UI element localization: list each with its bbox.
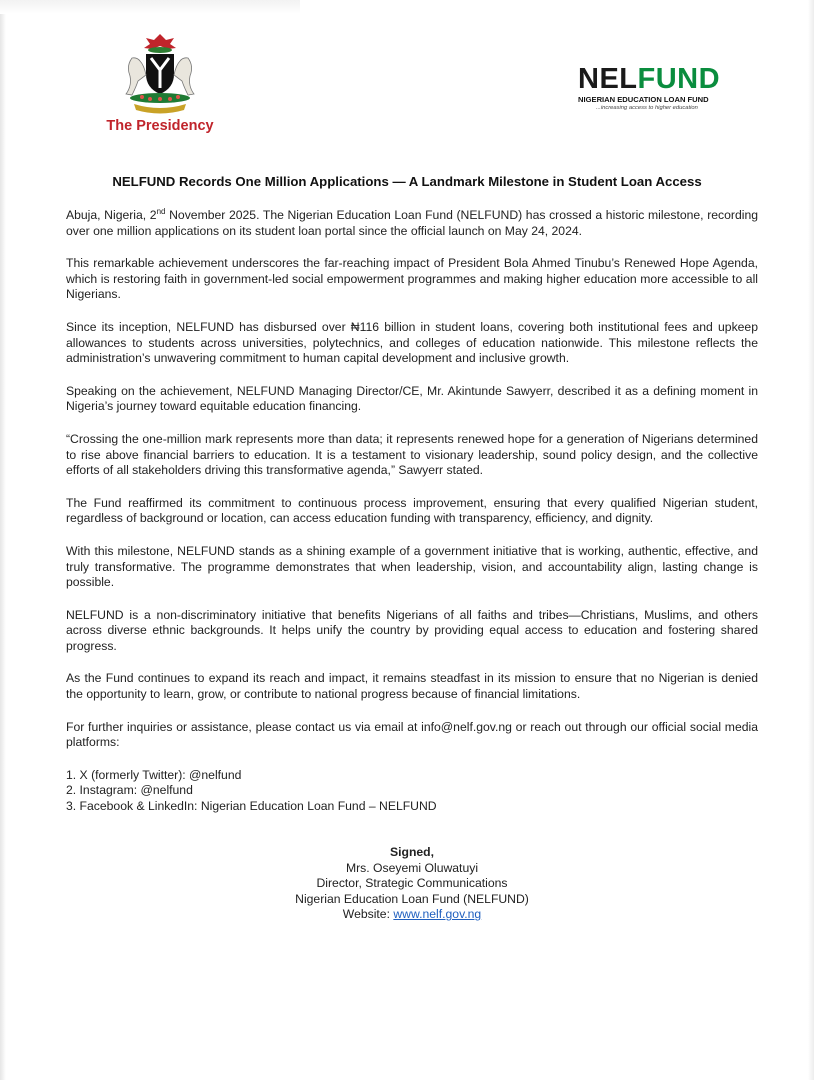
presidency-label: The Presidency (106, 118, 214, 134)
website-line (0, 907, 814, 923)
signature-block (0, 845, 814, 923)
press-release-body (66, 208, 758, 815)
body-paragraph: This remarkable achievement underscores the far-reaching impact of President Bola Ahmed Tinubu’s Renewed Hope Agenda, which is restoring faith in government-led social empowerment programmes and making higher education more accessible to all Nigerians. (66, 256, 758, 302)
signatory-name: Mrs. Oseyemi Oluwatuyi (345, 860, 479, 875)
logo-word-nel: NEL (578, 63, 638, 95)
dateline-rest: November 2025. The Nigerian Education Loan Fund (NELFUND) has crossed a historic milestone, recording over one million applications on its student loan portal since the official launch on May 24, 2024. (66, 208, 759, 238)
body-paragraph: Since its inception, NELFUND has disbursed over ₦116 billion in student loans, covering both institutional fees and upkeep allowances to students across universities, polytechnics, and colleges of education nationwide. This milestone reflects the administration’s unwavering commitment to human capital development and inclusive growth. (66, 319, 758, 366)
body-paragraph: Speaking on the achievement, NELFUND Managing Director/CE, Mr. Akintunde Sawyerr, described it as a defining moment in Nigeria’s journey toward equitable education financing. (66, 383, 758, 414)
dateline-ordinal: nd (156, 206, 166, 216)
signatory-role: Director, Strategic Communications (316, 876, 508, 891)
press-release-title: NELFUND Records One Million Applications — A Landmark Milestone in Student Loan Access (112, 174, 702, 189)
nelfund-logo (578, 64, 758, 111)
logo-tagline: ...increasing access to higher education (596, 105, 698, 111)
body-paragraph: NELFUND is a non-discriminatory initiative that benefits Nigerians of all faiths and tribes—Christians, Muslims, and others across diverse ethnic backgrounds. It helps unify the country by providing equal access to education and fostering shared progress. (66, 607, 758, 653)
body-paragraph: With this milestone, NELFUND stands as a shining example of a government initiative that is working, authentic, effective, and truly transformative. The programme demonstrates that when leadership, vision, and accountability align, lasting change is possible. (66, 543, 758, 590)
contact-item: 3. Facebook & LinkedIn: Nigerian Education Loan Fund – NELFUND (66, 799, 437, 814)
contact-item: 2. Instagram: @nelfund (66, 783, 193, 798)
dateline-paragraph (66, 208, 758, 239)
website-link[interactable]: www.nelf.gov.ng (393, 907, 482, 922)
dateline-prefix: Abuja, Nigeria, 2 (66, 208, 157, 222)
presidency-emblem (100, 32, 220, 134)
contact-item: 1. X (formerly Twitter): @nelfund (66, 767, 242, 782)
body-paragraph: The Fund reaffirmed its commitment to continuous process improvement, ensuring that every qualified Nigerian student, regardless of background or location, can access education funding with transparency, efficiency, and dignity. (66, 495, 758, 526)
body-paragraph: For further inquiries or assistance, please contact us via email at info@nelf.gov.ng or reach out through our official social media platforms: (66, 719, 758, 750)
page-top-shadow (0, 0, 300, 14)
signatory-organization: Nigerian Education Loan Fund (NELFUND) (295, 891, 529, 906)
signed-label: Signed, (389, 845, 434, 859)
contact-list (66, 768, 758, 815)
website-prefix: Website: (342, 907, 394, 922)
logo-subtitle: NIGERIAN EDUCATION LOAN FUND (578, 95, 709, 104)
logo-wordmark (578, 64, 758, 94)
logo-word-fund: FUND (637, 63, 721, 95)
body-paragraph: “Crossing the one-million mark represents more than data; it represents renewed hope for a generation of Nigerians determined to rise above financial barriers to education. It is a testament to visionary leadership, sound policy design, and the collective efforts of all stakeholders driving this transformative agenda,” Sawyerr stated. (66, 431, 758, 478)
nigeria-coat-of-arms-icon (112, 32, 208, 114)
body-paragraph: As the Fund continues to expand its reach and impact, it remains steadfast in its mission to ensure that no Nigerian is denied the opportunity to learn, grow, or contribute to national progress because of financial limitations. (66, 671, 758, 702)
